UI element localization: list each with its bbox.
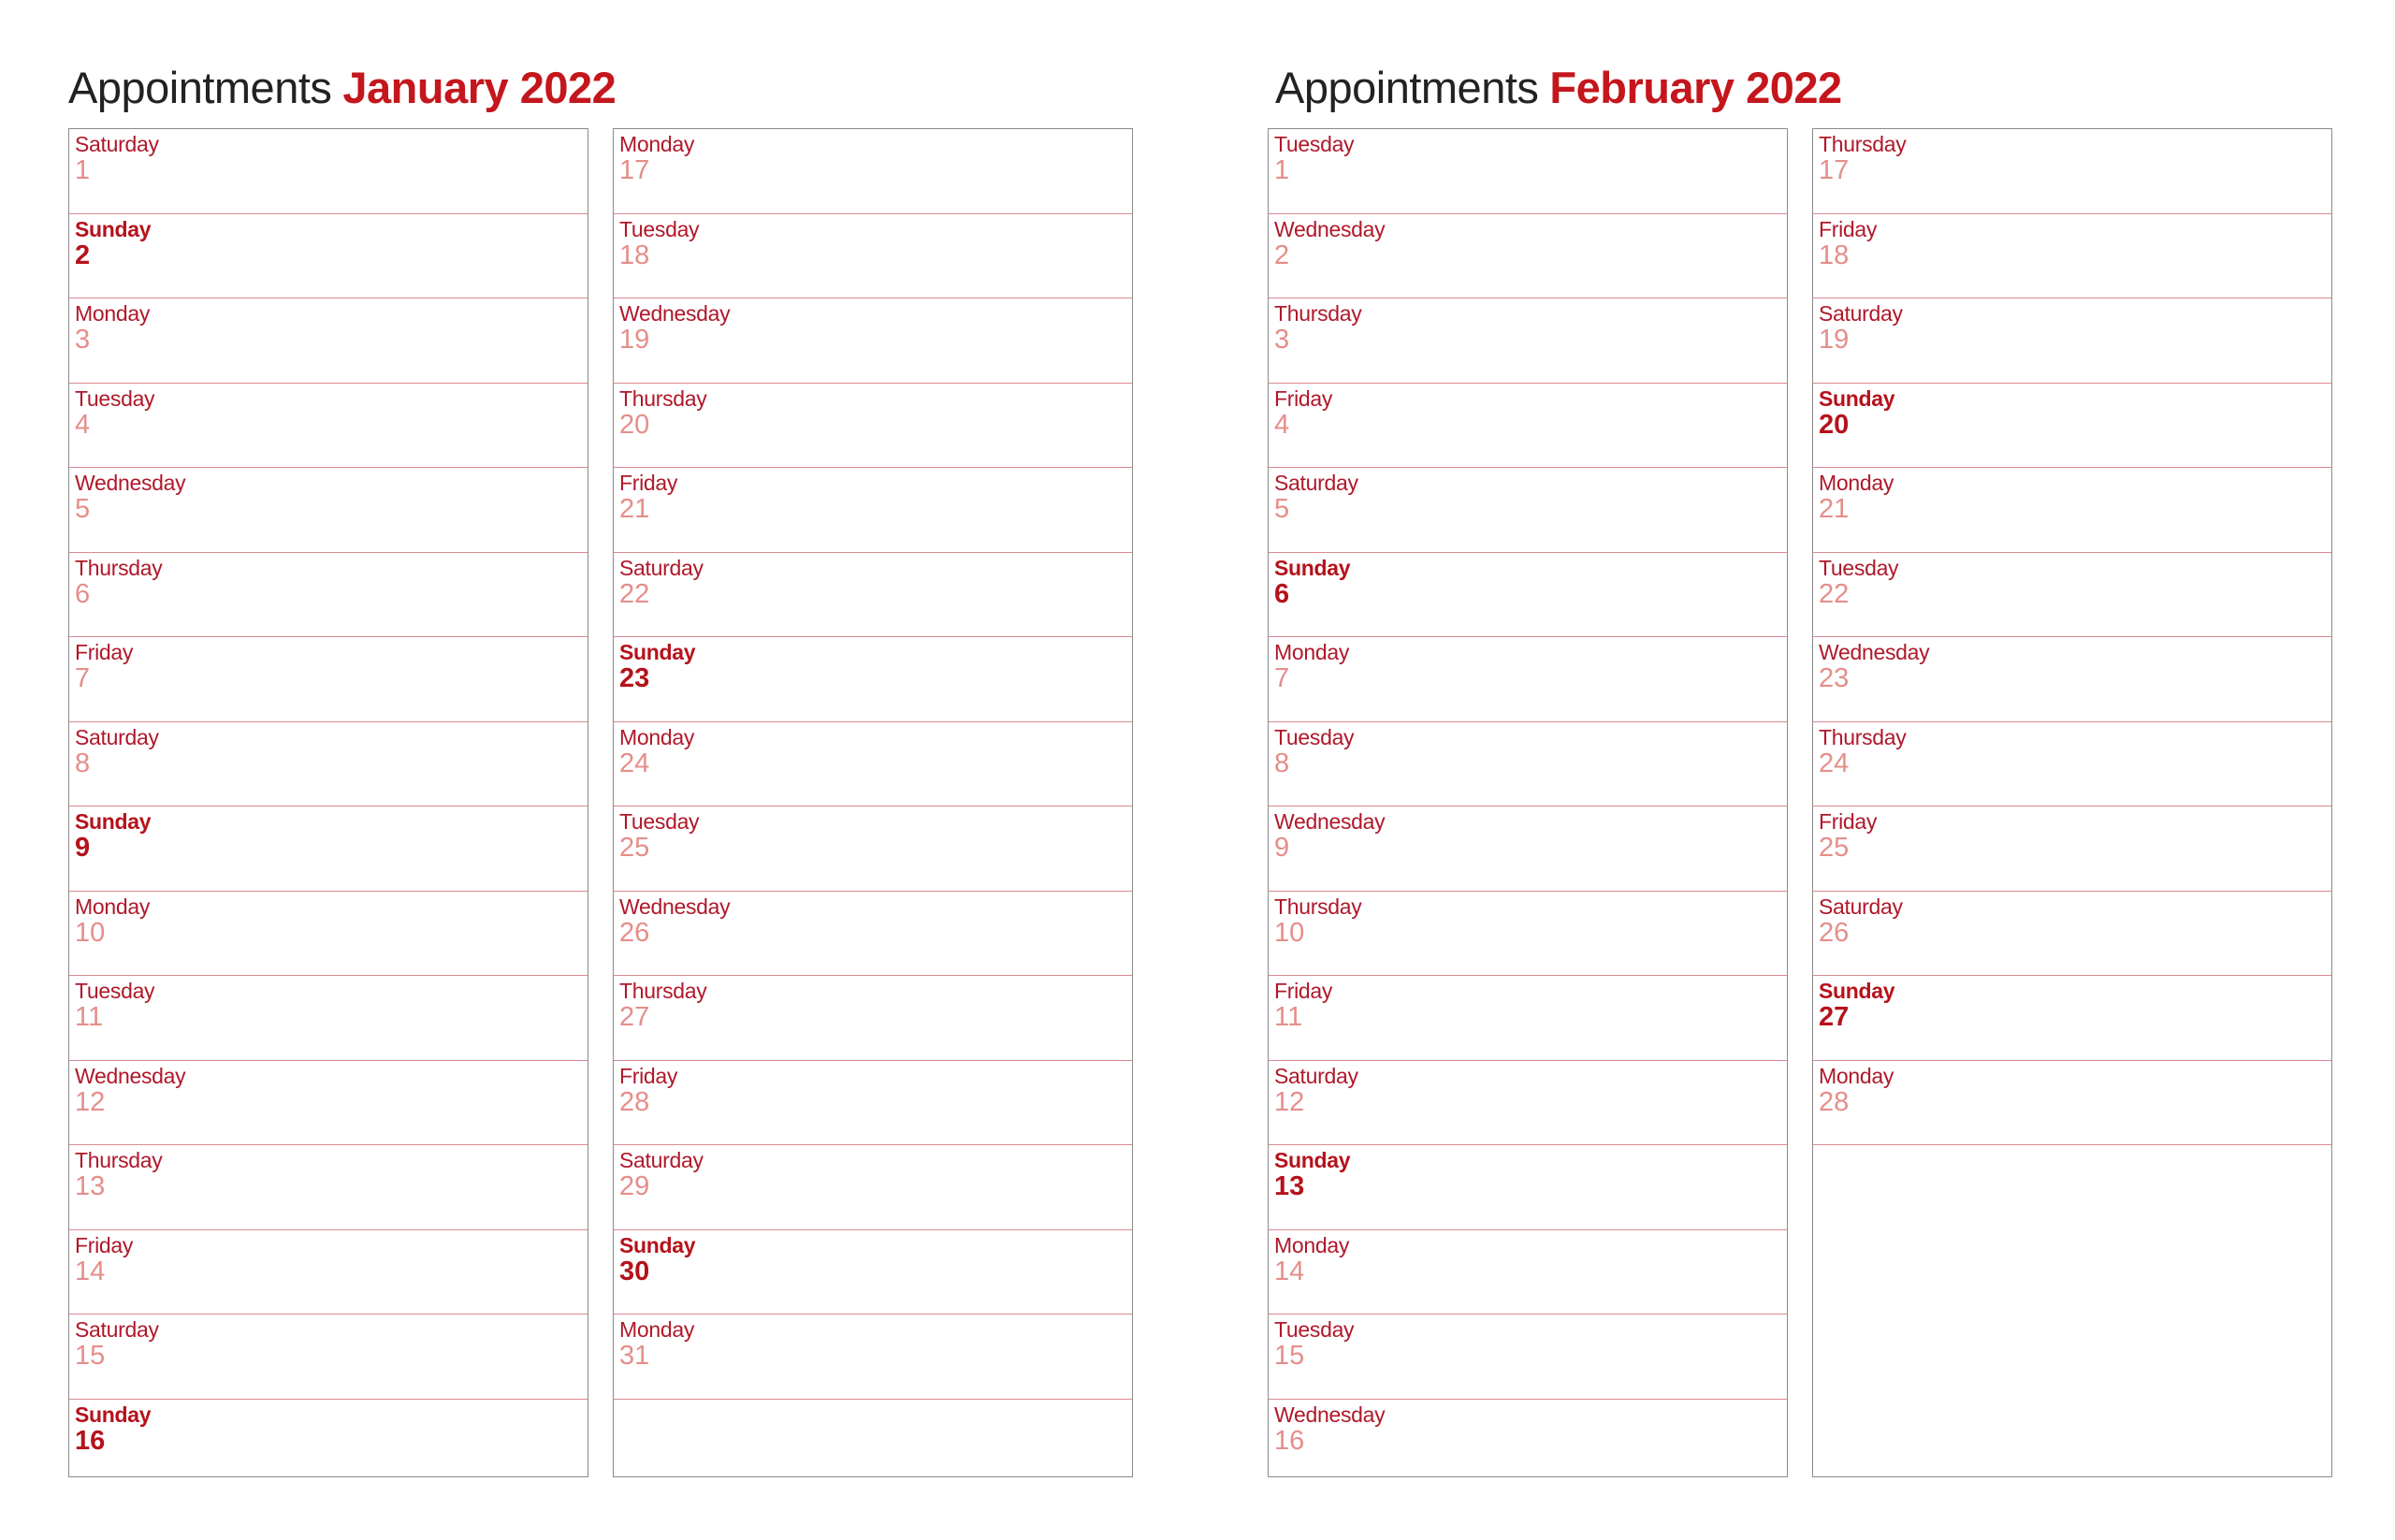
day-slot[interactable] [69,298,588,384]
day-slot[interactable] [69,637,588,722]
day-slot[interactable] [1269,384,1787,469]
date-number: 11 [1274,1002,1303,1032]
date-number: 8 [75,748,91,778]
day-slot[interactable] [69,553,588,638]
date-number: 3 [75,325,91,355]
day-slot[interactable] [1813,722,2331,807]
day-slot[interactable] [1813,214,2331,299]
weekday-label: Monday [75,893,151,919]
day-slot[interactable] [614,637,1132,722]
weekday-label: Saturday [75,1317,159,1342]
date-number: 2 [75,240,91,270]
day-slot[interactable] [1813,976,2331,1061]
weekday-label: Sunday [1274,555,1351,580]
day-slot[interactable] [1813,298,2331,384]
date-number: 9 [75,833,91,863]
day-slot[interactable] [1269,1400,1787,1485]
weekday-label: Friday [75,640,134,664]
day-slot[interactable] [1269,1145,1787,1230]
day-slot[interactable] [69,1315,588,1400]
day-slot[interactable] [614,1230,1132,1315]
day-slot[interactable] [1813,806,2331,892]
february-column-1 [1268,128,1788,1477]
weekday-label: Monday [619,132,695,156]
weekday-label: Saturday [1274,471,1358,495]
date-number: 14 [75,1256,106,1286]
title-prefix: Appointments [68,63,332,112]
title-prefix: Appointments [1275,63,1539,112]
january-page-title [68,62,616,114]
weekday-label: Monday [1274,1232,1350,1257]
day-slot[interactable] [614,553,1132,638]
day-slot[interactable] [1269,468,1787,553]
day-slot[interactable] [1813,1061,2331,1146]
date-number: 28 [619,1086,650,1117]
date-number: 3 [1274,325,1290,355]
weekday-label: Thursday [1819,724,1907,749]
date-number: 19 [619,325,650,355]
date-number: 2 [1274,240,1290,270]
weekday-label: Friday [1819,216,1878,241]
date-number: 19 [1819,325,1850,355]
date-number: 11 [75,1002,104,1032]
day-slot[interactable] [1269,806,1787,892]
day-slot[interactable] [1813,468,2331,553]
weekday-label: Thursday [75,555,163,580]
weekday-label: Friday [619,1063,678,1088]
date-number: 26 [619,917,650,948]
date-number: 30 [619,1256,650,1286]
weekday-label: Wednesday [75,1063,186,1088]
weekday-label: Thursday [75,1148,163,1172]
weekday-label: Saturday [619,555,704,580]
day-slot[interactable] [614,1145,1132,1230]
date-number: 7 [75,663,91,693]
date-number: 23 [619,663,650,693]
date-number: 1 [75,155,91,185]
weekday-label: Friday [1274,979,1333,1003]
weekday-label: Sunday [75,809,152,834]
date-number: 31 [619,1341,650,1371]
day-slot[interactable] [1269,1230,1787,1315]
weekday-label: Saturday [619,1148,704,1172]
day-slot[interactable] [69,1145,588,1230]
date-number: 12 [1274,1086,1305,1117]
date-number: 20 [619,409,650,440]
weekday-label: Tuesday [1274,1317,1355,1342]
date-number: 18 [619,240,650,270]
date-number: 17 [1819,155,1850,185]
weekday-label: Monday [619,724,695,749]
day-slot[interactable] [69,1400,588,1485]
day-slot[interactable] [69,722,588,807]
weekday-label: Tuesday [75,385,155,411]
day-slot[interactable] [1269,892,1787,977]
date-number: 15 [75,1341,106,1371]
day-slot[interactable] [1269,1315,1787,1400]
date-number: 13 [1274,1171,1305,1201]
weekday-label: Saturday [1274,1063,1358,1088]
date-number: 24 [1819,748,1850,778]
day-slot[interactable] [1269,637,1787,722]
february-page-title [1275,62,1842,114]
weekday-label: Thursday [1819,132,1907,156]
date-number: 17 [619,155,650,185]
date-number: 6 [1274,578,1290,609]
date-number: 4 [1274,409,1290,440]
weekday-label: Thursday [619,385,707,411]
date-number: 5 [75,494,91,524]
day-slot[interactable] [1269,129,1787,214]
date-number: 26 [1819,917,1850,948]
weekday-label: Wednesday [75,471,186,495]
day-slot[interactable] [614,976,1132,1061]
date-number: 20 [1819,409,1850,440]
weekday-label: Wednesday [619,893,731,919]
month-label: January 2022 [342,63,617,112]
day-slot[interactable] [1269,976,1787,1061]
date-number: 27 [619,1002,650,1032]
day-slot[interactable] [69,1061,588,1146]
day-slot[interactable] [1269,722,1787,807]
weekday-label: Wednesday [619,301,731,326]
day-slot[interactable] [69,129,588,214]
date-number: 5 [1274,494,1290,524]
day-slot[interactable] [614,892,1132,977]
day-slot[interactable] [1269,298,1787,384]
weekday-label: Tuesday [619,216,700,241]
day-slot[interactable] [614,468,1132,553]
weekday-label: Sunday [1274,1148,1351,1172]
weekday-label: Saturday [75,724,159,749]
day-slot[interactable] [1269,1061,1787,1146]
day-slot[interactable] [1269,214,1787,299]
day-slot[interactable] [614,129,1132,214]
date-number: 24 [619,748,650,778]
day-slot[interactable] [1813,129,2331,214]
weekday-label: Sunday [75,1402,152,1427]
date-number: 7 [1274,663,1290,693]
date-number: 28 [1819,1086,1850,1117]
weekday-label: Monday [1819,471,1894,495]
date-number: 21 [1819,494,1850,524]
date-number: 16 [75,1425,106,1456]
day-slot[interactable] [69,468,588,553]
weekday-label: Friday [619,471,678,495]
weekday-label: Sunday [75,216,152,241]
date-number: 23 [1819,663,1850,693]
date-number: 18 [1819,240,1850,270]
date-number: 25 [619,833,650,863]
date-number: 29 [619,1171,650,1201]
date-number: 6 [75,578,91,609]
weekday-label: Tuesday [1274,724,1355,749]
date-number: 27 [1819,1002,1850,1032]
weekday-label: Thursday [1274,301,1362,326]
january-column-1 [68,128,588,1477]
weekday-label: Friday [1819,809,1878,834]
weekday-label: Tuesday [75,979,155,1003]
weekday-label: Wednesday [1274,216,1386,241]
date-number: 1 [1274,155,1290,185]
day-slot[interactable] [69,384,588,469]
date-number: 15 [1274,1341,1305,1371]
day-slot[interactable] [1813,553,2331,638]
date-number: 10 [1274,917,1305,948]
day-slot[interactable] [69,214,588,299]
weekday-label: Sunday [1819,385,1895,411]
date-number: 22 [1819,578,1850,609]
weekday-label: Wednesday [1274,809,1386,834]
day-slot[interactable] [69,1230,588,1315]
weekday-label: Saturday [75,132,159,156]
weekday-label: Friday [75,1232,134,1257]
weekday-label: Monday [1274,640,1350,664]
day-slot[interactable] [69,806,588,892]
day-slot[interactable] [614,806,1132,892]
day-slot[interactable] [614,214,1132,299]
date-number: 22 [619,578,650,609]
weekday-label: Tuesday [1274,132,1355,156]
day-slot[interactable] [1269,553,1787,638]
day-slot[interactable] [614,1061,1132,1146]
day-slot[interactable] [1813,637,2331,722]
date-number: 14 [1274,1256,1305,1286]
weekday-label: Monday [75,301,151,326]
day-slot[interactable] [614,298,1132,384]
weekday-label: Tuesday [1819,555,1899,580]
date-number: 21 [619,494,650,524]
weekday-label: Sunday [619,640,696,664]
day-slot[interactable] [1813,384,2331,469]
date-number: 8 [1274,748,1290,778]
day-slot[interactable] [614,384,1132,469]
weekday-label: Wednesday [1274,1402,1386,1427]
day-slot[interactable] [69,976,588,1061]
weekday-label: Wednesday [1819,640,1930,664]
weekday-label: Monday [1819,1063,1894,1088]
weekday-label: Friday [1274,385,1333,411]
date-number: 16 [1274,1425,1305,1456]
date-number: 4 [75,409,91,440]
day-slot[interactable] [69,892,588,977]
date-number: 9 [1274,833,1290,863]
weekday-label: Saturday [1819,301,1903,326]
date-number: 25 [1819,833,1850,863]
february-column-2 [1812,128,2332,1477]
day-slot[interactable] [1813,892,2331,977]
date-number: 13 [75,1171,106,1201]
weekday-label: Tuesday [619,809,700,834]
weekday-label: Saturday [1819,893,1903,919]
date-number: 12 [75,1086,106,1117]
weekday-label: Sunday [619,1232,696,1257]
day-slot[interactable] [614,722,1132,807]
weekday-label: Thursday [619,979,707,1003]
date-number: 10 [75,917,106,948]
month-label: February 2022 [1549,63,1842,112]
january-column-2 [613,128,1133,1477]
day-slot[interactable] [614,1315,1132,1400]
weekday-label: Monday [619,1317,695,1342]
weekday-label: Thursday [1274,893,1362,919]
weekday-label: Sunday [1819,979,1895,1003]
